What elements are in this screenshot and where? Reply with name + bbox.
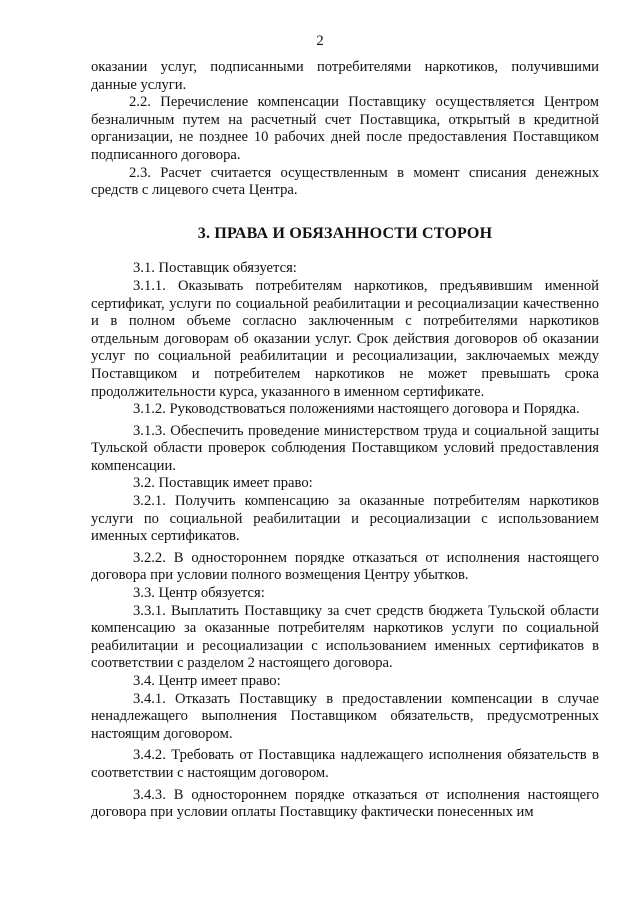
- page-number: 2: [316, 33, 324, 49]
- paragraph: 3.1.2. Руководствоваться положениями настоящего договора и Порядка.: [133, 401, 580, 418]
- paragraph: 3.3.1. Выплатить Поставщику за счет средств бюджета Тульской области компенсацию за оказанные потребителям наркотиков услуги по социальной реабилитации и ресоциализации с использованием именных сертификатов в соответствии с разделом 2 настоящего договора.: [91, 602, 599, 672]
- paragraph: 2.2. Перечисление компенсации Поставщику осуществляется Центром безналичным путем на расчетный счет Поставщика, открытый в кредитной организации, не позднее 10 рабочих дней после предоставления Поставщиком подписанного договора.: [91, 94, 599, 163]
- paragraph: 3.3. Центр обязуется:: [133, 585, 265, 602]
- paragraph: оказании услуг, подписанными потребителями наркотиков, получившими данные услуги.: [91, 59, 599, 93]
- paragraph: 3.1.1. Оказывать потребителям наркотиков, предъявившим именной сертификат, услуги по социальной реабилитации и ресоциализации качественно и в полном объеме согласно заключенным с потребителями наркотиков отдельным договорам об оказании услуг. Срок действия договоров об оказании услуг по социальной реабилитации и ресоциализации, заключаемых между Поставщиком и потребителем наркотиков не может превышать срока продолжительности курса, указанного в именном сертификате.: [91, 277, 599, 400]
- paragraph: 3.4.2. Требовать от Поставщика надлежащего исполнения обязательств в соответствии с настоящим договором.: [91, 747, 599, 781]
- paragraph: 3.4. Центр имеет право:: [133, 673, 281, 689]
- section-title: 3. ПРАВА И ОБЯЗАННОСТИ СТОРОН: [197, 224, 493, 242]
- document-body: [91, 59, 599, 822]
- paragraph: 3.4.1. Отказать Поставщику в предоставлении компенсации в случае ненадлежащего выполнения Поставщиком обязательств, предусмотренных настоящим договором.: [91, 690, 599, 742]
- paragraph: 3.2.2. В одностороннем порядке отказаться от исполнения настоящего договора при условии полного возмещения Центру убытков.: [91, 549, 599, 584]
- paragraph: 3.2. Поставщик имеет право:: [133, 475, 313, 492]
- paragraph: 2.3. Расчет считается осуществленным в момент списания денежных средств с лицевого счета Центра.: [91, 164, 599, 199]
- paragraph: 3.1. Поставщик обязуется:: [133, 260, 297, 277]
- paragraph: 3.2.1. Получить компенсацию за оказанные потребителям наркотиков услуги по социальной реабилитации и ресоциализации с использованием именных сертификатов.: [91, 493, 599, 545]
- paragraph: 3.4.3. В одностороннем порядке отказаться от исполнения настоящего договора при условии оплаты Поставщику фактически понесенных им: [91, 786, 599, 821]
- paragraph: 3.1.3. Обеспечить проведение министерством труда и социальной защиты Тульской области проверок соблюдения Поставщиком условий предоставления компенсации.: [91, 422, 599, 474]
